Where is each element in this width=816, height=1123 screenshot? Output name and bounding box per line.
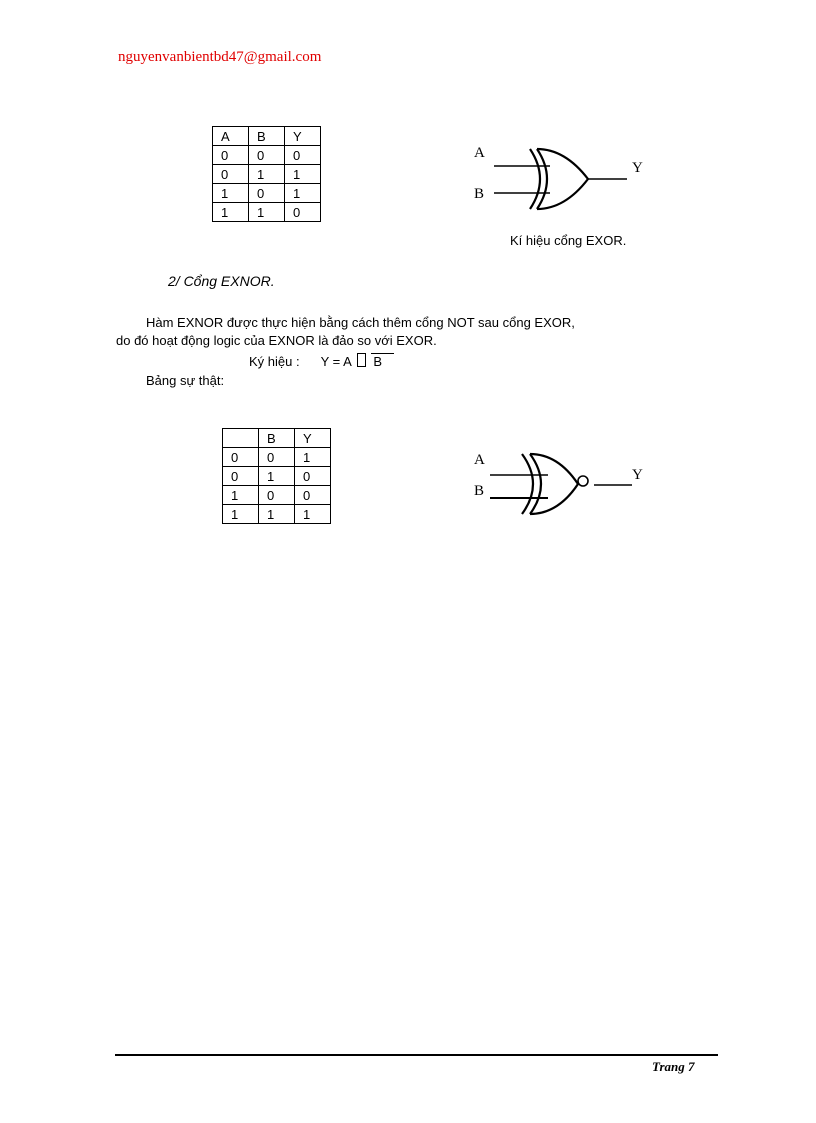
table-header-row (213, 127, 321, 146)
table-cell: 1 (223, 505, 259, 524)
xor-caption: Kí hiệu cổng EXOR. (510, 233, 627, 248)
header-cell: Y (295, 429, 331, 448)
header-cell: B (249, 127, 285, 146)
table-cell: 0 (259, 448, 295, 467)
header-cell: Y (285, 127, 321, 146)
header-cell: A (213, 127, 249, 146)
xor-truth-table (212, 126, 321, 222)
table-row (213, 184, 321, 203)
table-row (223, 505, 331, 524)
table-cell: 1 (223, 486, 259, 505)
exnor-truth-table (222, 428, 331, 524)
paragraph-line: Hàm EXNOR được thực hiện bằng cách thêm cổng NOT sau cổng EXOR, (146, 315, 575, 330)
table-cell: 1 (295, 505, 331, 524)
footer-divider (115, 1054, 718, 1056)
symbol-label: Ký hiệu : (249, 354, 300, 369)
table-cell: 1 (259, 467, 295, 486)
table-row (223, 448, 331, 467)
page-number: Trang 7 (652, 1059, 695, 1074)
table-cell: 1 (249, 165, 285, 184)
table-cell: 0 (295, 486, 331, 505)
table-row (213, 165, 321, 184)
table-cell: 1 (285, 184, 321, 203)
header-cell (223, 429, 259, 448)
table-cell: 0 (285, 203, 321, 222)
table-cell: 0 (213, 146, 249, 165)
exnor-input-a-label: A (474, 452, 485, 468)
formula-lhs: Y = A (320, 354, 352, 369)
table-row (223, 467, 331, 486)
table-cell: 1 (295, 448, 331, 467)
table-cell: 0 (223, 467, 259, 486)
table-cell: 0 (295, 467, 331, 486)
formula-rhs: B (371, 353, 394, 369)
section-heading-exnor: 2/ Cổng EXNOR. (168, 273, 275, 289)
exnor-input-b-label: B (474, 483, 485, 499)
author-email: nguyenvanbientbd47@gmail.com (118, 49, 322, 65)
table-row (213, 203, 321, 222)
xor-input-b-label: B (474, 186, 485, 202)
table-cell: 1 (213, 184, 249, 203)
table-cell: 0 (259, 486, 295, 505)
table-cell: 0 (249, 184, 285, 203)
table-row (223, 486, 331, 505)
table-cell: 0 (213, 165, 249, 184)
table-cell: 1 (213, 203, 249, 222)
paragraph-line: do đó hoạt động logic của EXNOR là đảo so với EXOR. (116, 333, 437, 348)
xor-gate-symbol (470, 140, 650, 220)
exnor-gate-symbol (470, 448, 650, 524)
xor-input-a-label: A (474, 145, 485, 161)
table-cell: 1 (249, 203, 285, 222)
header-cell: B (259, 429, 295, 448)
table-cell: 0 (249, 146, 285, 165)
xnor-operator-icon (357, 353, 366, 367)
table-cell: 1 (259, 505, 295, 524)
exnor-output-y-label: Y (632, 467, 643, 483)
table-cell: 1 (285, 165, 321, 184)
truth-table-label: Bảng sự thật: (146, 373, 225, 388)
table-header-row (223, 429, 331, 448)
table-row (213, 146, 321, 165)
table-cell: 0 (223, 448, 259, 467)
xor-output-y-label: Y (632, 160, 643, 176)
symbol-formula (249, 353, 394, 369)
table-cell: 0 (285, 146, 321, 165)
